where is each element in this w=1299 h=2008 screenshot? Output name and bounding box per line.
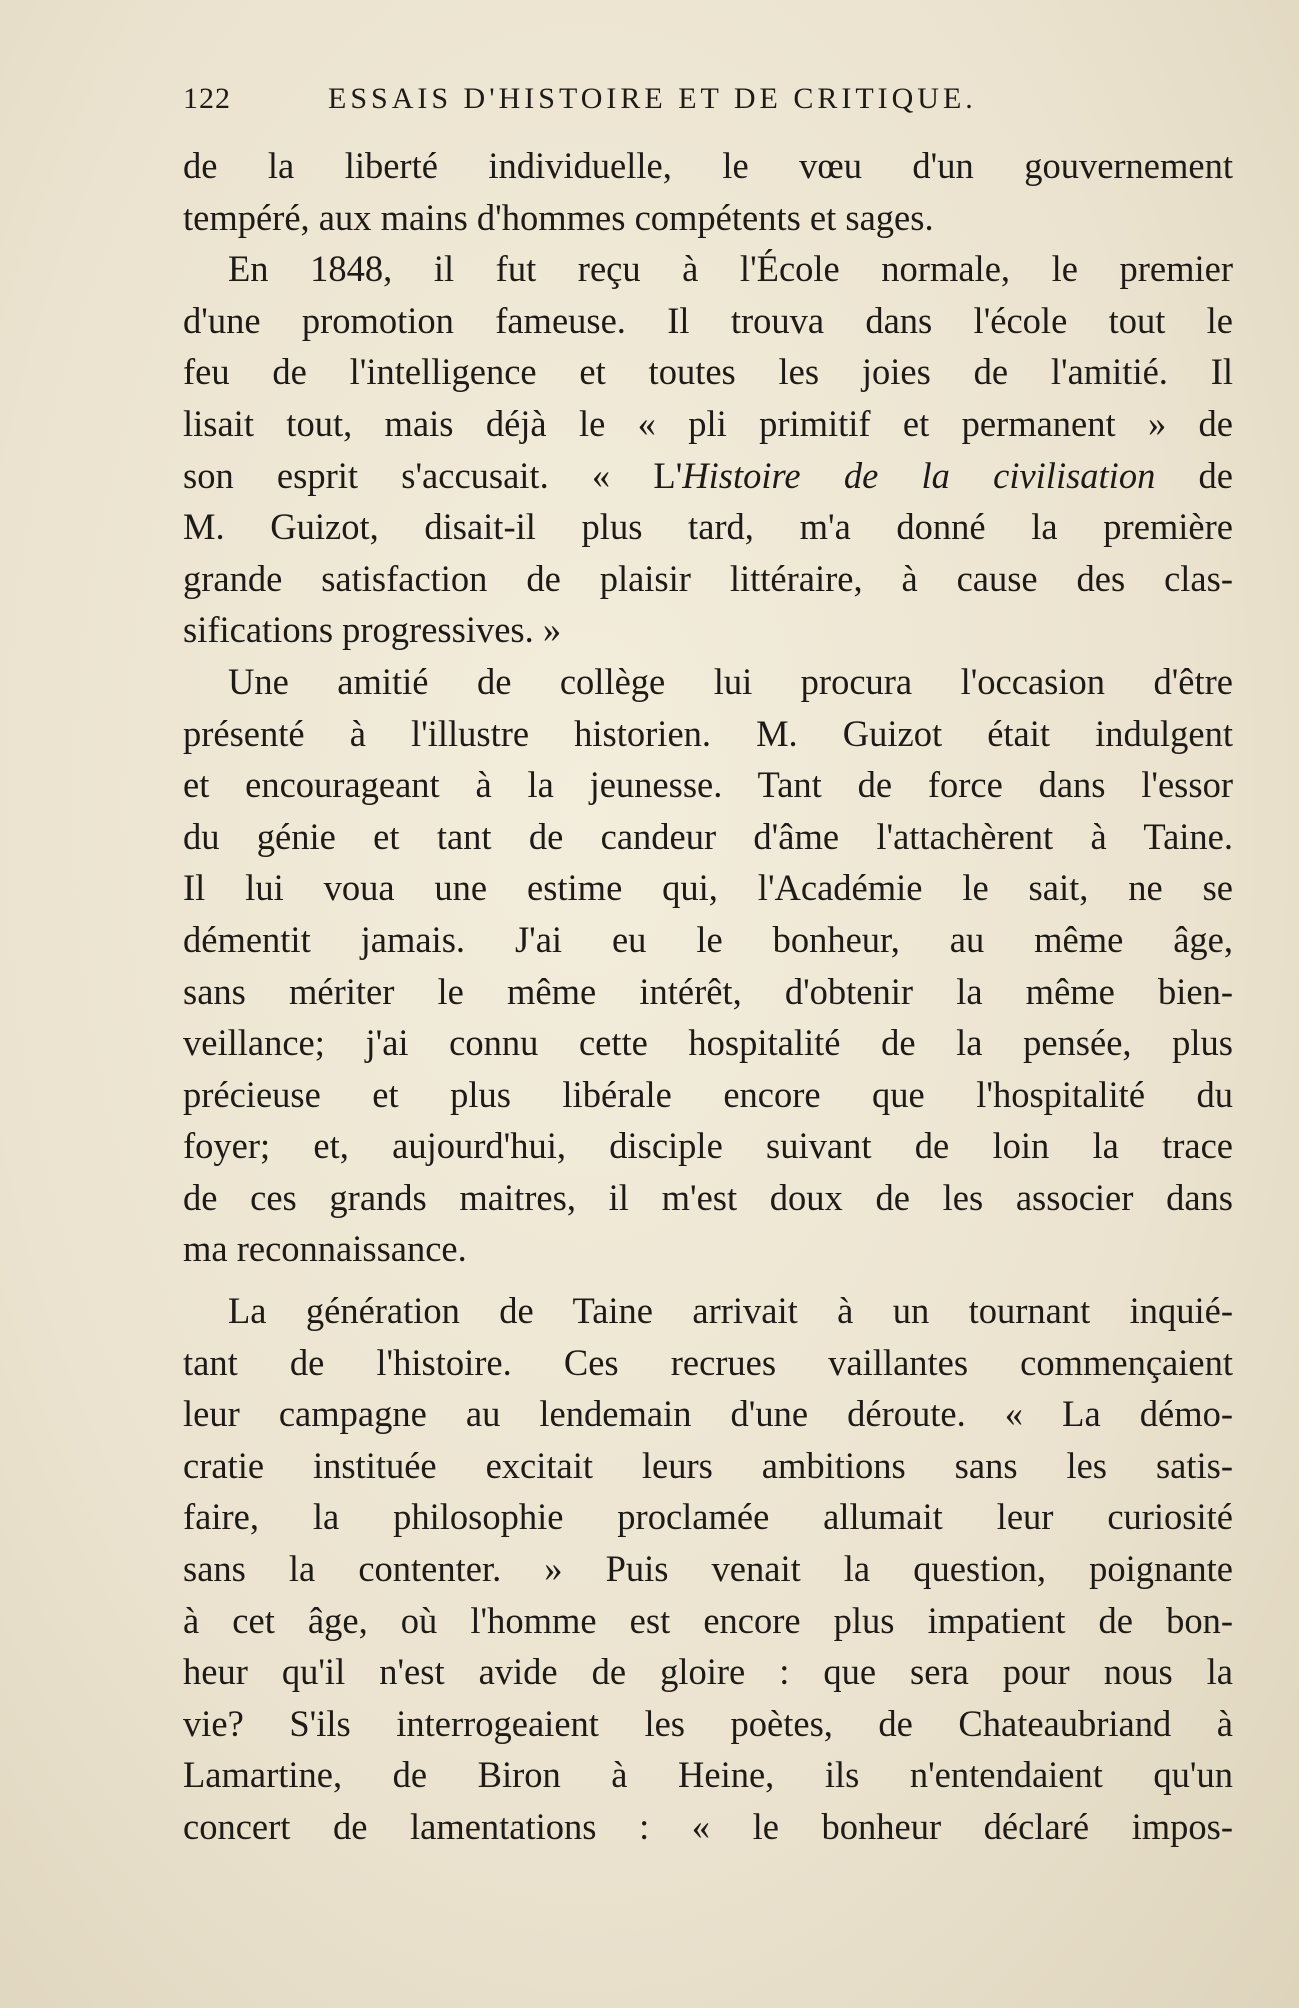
text-line: foyer; et, aujourd'hui, disciple suivant de loin la trace: [183, 1125, 1233, 1167]
text-line: à cet âge, où l'homme est encore plus impatient de bon-: [183, 1599, 1233, 1641]
text-line: cratie instituée excitait leurs ambitions sans les satis-: [183, 1444, 1233, 1486]
text-line: En 1848, il fut reçu à l'École normale, le premier: [228, 248, 1233, 290]
text-line: lisait tout, mais déjà le « pli primitif et permanent » de: [183, 402, 1233, 444]
text-line: feu de l'intelligence et toutes les joies de l'amitié. Il: [183, 351, 1233, 393]
text-line: démentit jamais. J'ai eu le bonheur, au même âge,: [183, 918, 1233, 960]
text-line: présenté à l'illustre historien. M. Guizot était indulgent: [183, 712, 1233, 754]
text-line: veillance; j'ai connu cette hospitalité de la pensée, plus: [183, 1022, 1233, 1064]
page-number: 122: [183, 82, 231, 115]
text-line: vie? S'ils interrogeaient les poètes, de Chateaubriand à: [183, 1702, 1233, 1744]
paragraph-gap: [183, 1275, 1233, 1285]
text-line: d'une promotion fameuse. Il trouva dans l'école tout le: [183, 299, 1233, 341]
text-segment: de: [1155, 454, 1234, 496]
text-line: faire, la philosophie proclamée allumait leur curiosité: [183, 1496, 1233, 1538]
text-line: heur qu'il n'est avide de gloire : que sera pour nous la: [183, 1651, 1233, 1693]
text-line: grande satisfaction de plaisir littéraire, à cause des clas-: [183, 557, 1233, 599]
book-title: Histoire de la civilisation: [682, 454, 1156, 496]
text-line: précieuse et plus libérale encore que l'hospitalité du: [183, 1073, 1233, 1115]
running-title: ESSAIS D'HISTOIRE ET DE CRITIQUE.: [328, 82, 977, 115]
text-line: du génie et tant de candeur d'âme l'attachèrent à Taine.: [183, 815, 1233, 857]
text-line: M. Guizot, disait-il plus tard, m'a donné la première: [183, 506, 1233, 548]
page-header: [183, 82, 1083, 122]
text-line: ma reconnaissance.: [183, 1228, 467, 1270]
text-line: concert de lamentations : « le bonheur déclaré impos-: [183, 1806, 1233, 1847]
text-line: sifications progressives. »: [183, 609, 562, 651]
text-line: sans mériter le même intérêt, d'obtenir la même bien-: [183, 970, 1233, 1012]
text-line: leur campagne au lendemain d'une déroute. « La démo-: [183, 1393, 1233, 1435]
text-line-with-title: [183, 450, 1233, 502]
text-line: La génération de Taine arrivait à un tournant inquié-: [228, 1290, 1233, 1332]
text-line: de ces grands maitres, il m'est doux de les associer dans: [183, 1176, 1233, 1218]
text-line: et encourageant à la jeunesse. Tant de force dans l'essor: [183, 764, 1233, 806]
text-line: Une amitié de collège lui procura l'occasion d'être: [228, 660, 1233, 702]
text-line: tempéré, aux mains d'hommes compétents et sages.: [183, 196, 934, 238]
text-line: de la liberté individuelle, le vœu d'un gouvernement: [183, 145, 1233, 186]
text-segment: son esprit s'accusait. « L': [183, 454, 683, 496]
text-line: Il lui voua une estime qui, l'Académie le sait, ne se: [183, 867, 1233, 909]
text-line: sans la contenter. » Puis venait la question, poignante: [183, 1548, 1233, 1590]
text-line: tant de l'histoire. Ces recrues vaillantes commençaient: [183, 1341, 1233, 1383]
text-line: Lamartine, de Biron à Heine, ils n'entendaient qu'un: [183, 1754, 1233, 1796]
body-text: [183, 140, 1233, 1853]
